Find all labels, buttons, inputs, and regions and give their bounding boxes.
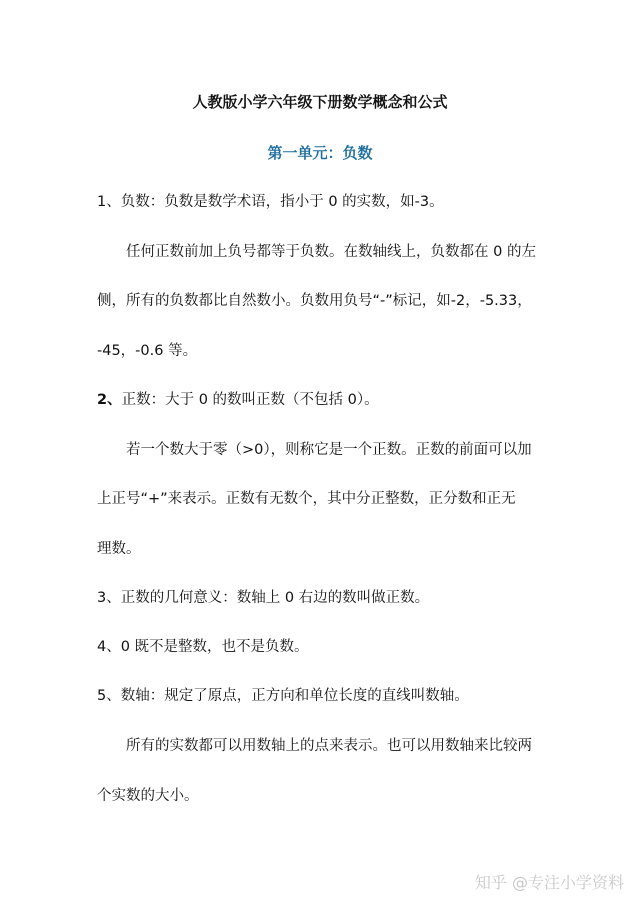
paragraph-line: 任何正数前加上负号都等于负数。在数轴线上，负数都在 0 的左 xyxy=(126,244,536,260)
paragraph-line: 若一个数大于零（>0），则称它是一个正数。正数的前面可以加 xyxy=(126,442,532,458)
paragraph-line: 个实数的大小。 xyxy=(97,788,199,804)
paragraph-line: 理数。 xyxy=(97,541,141,557)
watermark: 知乎 @专注小学资料 xyxy=(474,873,624,892)
unit-heading: 第一单元：负数 xyxy=(267,144,373,162)
item-4-zero: 4、0 既不是整数，也不是负数。 xyxy=(97,639,309,655)
paragraph-line: 上正号“+”来表示。正数有无数个，其中分正整数，正分数和正无 xyxy=(97,491,516,507)
item-text: 正数：大于 0 的数叫正数（不包括 0）。 xyxy=(121,392,379,408)
item-number: 2、 xyxy=(97,392,122,408)
paragraph-line: 侧，所有的负数都比自然数小。负数用负号“-”标记，如-2，-5.33， xyxy=(97,293,532,309)
item-3-geometric-meaning: 3、正数的几何意义：数轴上 0 右边的数叫做正数。 xyxy=(97,590,430,606)
item-1-negative-number: 1、负数：负数是数学术语，指小于 0 的实数，如-3。 xyxy=(97,194,444,210)
paragraph-line: -45，-0.6 等。 xyxy=(97,343,198,359)
paragraph-line: 所有的实数都可以用数轴上的点来表示。也可以用数轴来比较两 xyxy=(126,738,532,754)
document-title: 人教版小学六年级下册数学概念和公式 xyxy=(192,93,448,111)
item-2-positive-number xyxy=(97,389,557,411)
item-5-number-line: 5、数轴：规定了原点，正方向和单位长度的直线叫数轴。 xyxy=(97,688,469,704)
